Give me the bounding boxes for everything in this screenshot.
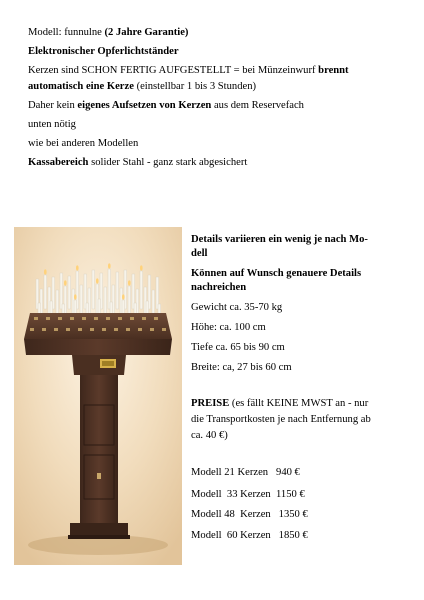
description-line-5: wie bei anderen Modellen [28, 138, 139, 149]
details-heading-1-cont: dell [191, 248, 208, 259]
spec-width: Breite: ca, 27 bis 60 cm [191, 362, 292, 373]
description-line-3: Daher kein eigenes Aufsetzen von Kerzen aus dem Reservefach [28, 100, 304, 111]
details-heading-1: Details variieren ein wenig je nach Mo- [191, 234, 368, 245]
candle-tray [24, 313, 172, 355]
coin-slot-panel [72, 355, 126, 375]
description-line-4: unten nötig [28, 119, 76, 130]
prices-note-line-1: PREISE (es fällt KEINE MWST an - nur [191, 398, 369, 409]
price-row-60: Modell 60 Kerzen 1850 € [191, 530, 308, 541]
model-line [28, 26, 188, 39]
spec-depth: Tiefe ca. 65 bis 90 cm [191, 342, 285, 353]
model-label: Modell: funnulne [28, 27, 105, 38]
description-line-1: Kerzen sind SCHON FERTIG AUFGESTELLT = bei Münzeinwurf brennt [28, 65, 349, 76]
details-heading-2-cont: nachreichen [191, 282, 247, 293]
details-heading-2: Können auf Wunsch genauere Details [191, 268, 362, 279]
product-photo [14, 227, 182, 565]
prices-note-line-2: die Transportkosten je nach Entfernung ab [191, 414, 371, 425]
price-row-21: Modell 21 Kerzen 940 € [191, 467, 300, 478]
candle-stand-illustration [14, 227, 182, 565]
price-row-48: Modell 48 Kerzen 1350 € [191, 509, 308, 520]
price-row-33: Modell 33 Kerzen 1150 € [191, 489, 305, 500]
prices-note-line-3: ca. 40 €) [191, 430, 228, 441]
cash-box-line: Kassabereich solider Stahl - ganz stark abgesichert [28, 157, 248, 168]
description-line-2: automatisch eine Kerze (einstellbar 1 bis 3 Stunden) [28, 81, 257, 92]
warranty-text: (2 Jahre Garantie) [104, 27, 189, 38]
spec-weight: Gewicht ca. 35-70 kg [191, 302, 283, 313]
product-title: Elektronischer Opferlichtständer [28, 46, 179, 57]
spec-height: Höhe: ca. 100 cm [191, 322, 266, 333]
